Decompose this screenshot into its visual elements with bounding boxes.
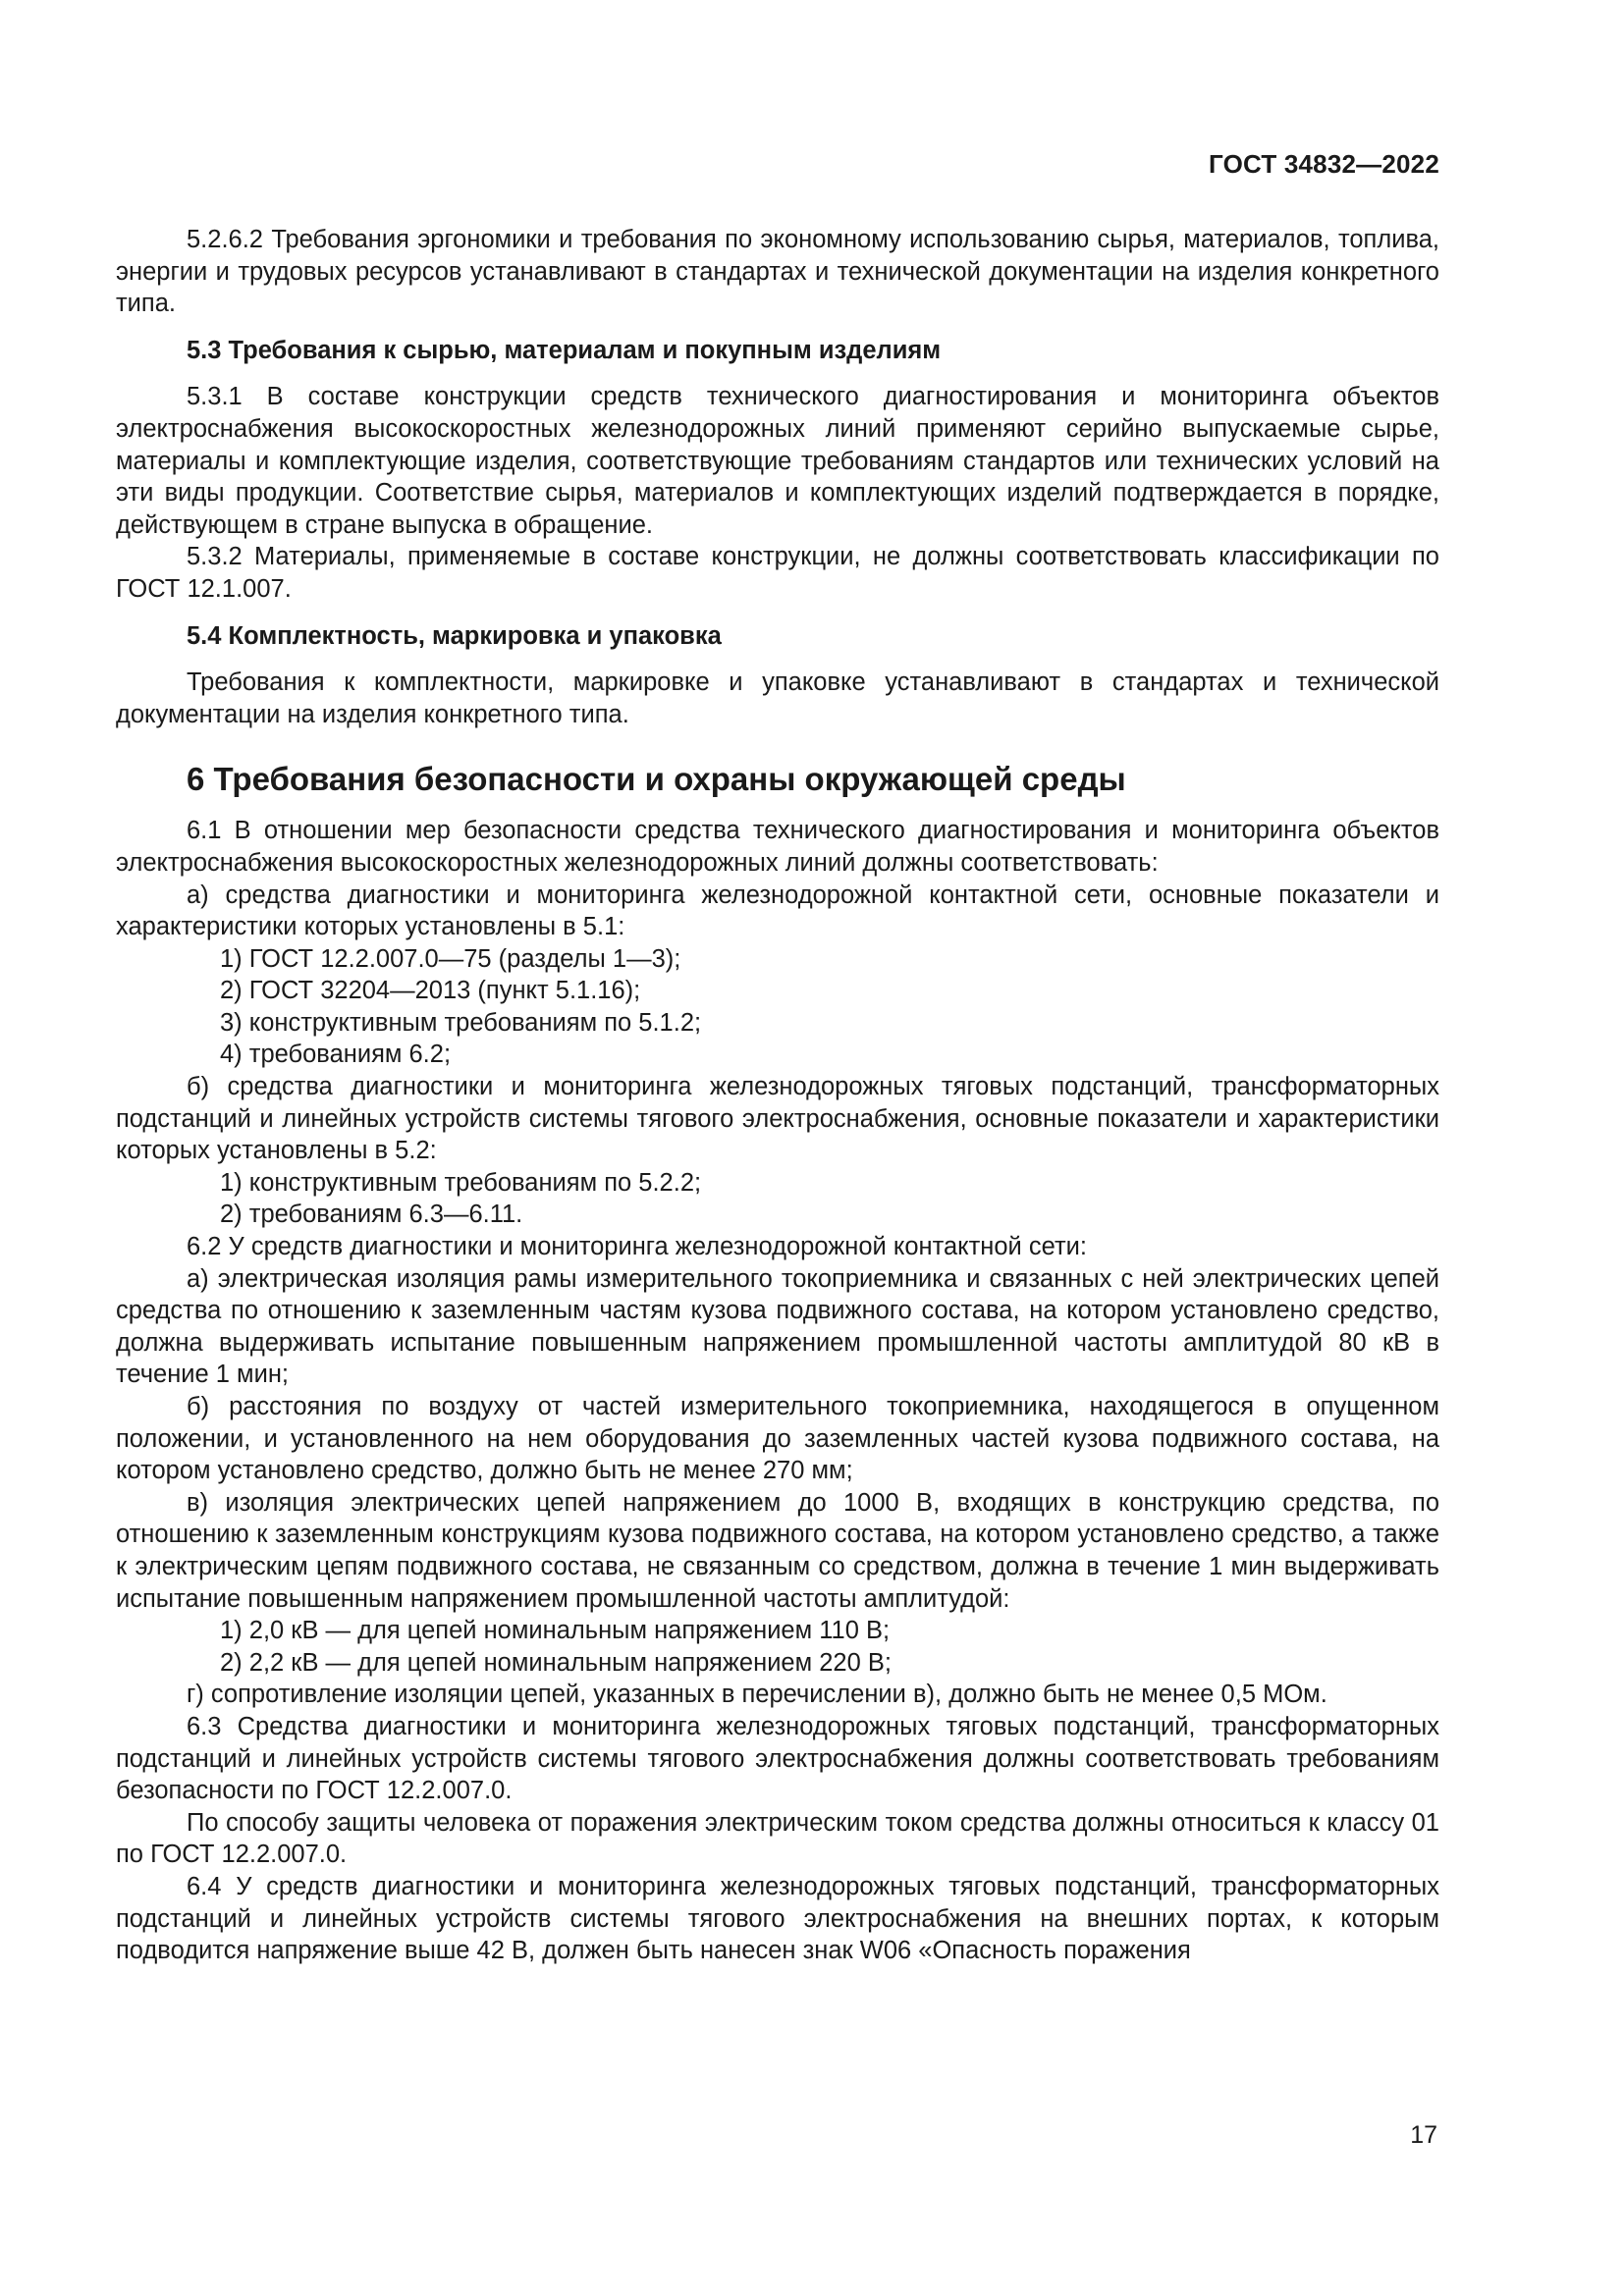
- heading-5-4: 5.4 Комплектность, маркировка и упаковка: [187, 621, 722, 650]
- list-item-6-1-a-4: 4) требованиям 6.2;: [220, 1041, 452, 1069]
- paragraph-6-2: 6.2 У средств диагностики и мониторинга железнодорожной контактной сети:: [187, 1233, 1087, 1261]
- list-item-6-2-v-2: 2) 2,2 кВ — для цепей номинальным напряжением 220 В;: [220, 1648, 892, 1677]
- document-body: [116, 224, 1439, 1967]
- list-item-6-2-v: в) изоляция электрических цепей напряжением до 1000 В, входящих в конструкцию средства, по отношению к заземленным конструкциям кузова подвижного состава, на котором установлено средство, а также к электрическим цепям подвижного состава, не связанным со средством, должна в течение 1 мин выдерживать испытание повышенным напряжением промышленной частоты амплитудой:: [116, 1488, 1439, 1613]
- paragraph-5-3-2: 5.3.2 Материалы, применяемые в составе конструкции, не должны соответствовать классификации по ГОСТ 12.1.007.: [116, 543, 1439, 603]
- paragraph-6-3: 6.3 Средства диагностики и мониторинга железнодорожных тяговых подстанций, трансформаторных подстанций и линейных устройств системы тягового электроснабжения должны соответствовать требованиям безопасности по ГОСТ 12.2.007.0.: [116, 1712, 1439, 1805]
- heading-5-3: 5.3 Требования к сырью, материалам и покупным изделиям: [187, 336, 942, 364]
- list-item-6-2-a: а) электрическая изоляция рамы измерительного токоприемника и связанных с ней электрических цепей средства по отношению к заземленным частям кузова подвижного состава, на котором установлено средство, должна выдерживать испытание повышенным напряжением промышленной частоты амплитудой 80 кВ в течение 1 мин;: [116, 1264, 1439, 1389]
- list-item-6-2-g: г) сопротивление изоляции цепей, указанных в перечислении в), должно быть не менее 0,5 МОм.: [187, 1681, 1327, 1709]
- list-item-6-2-v-1: 1) 2,0 кВ — для цепей номинальным напряжением 110 В;: [220, 1617, 891, 1645]
- list-item-6-1-b-2: 2) требованиям 6.3—6.11.: [220, 1201, 523, 1229]
- list-item-6-1-b: б) средства диагностики и мониторинга железнодорожных тяговых подстанций, трансформаторных подстанций и линейных устройств системы тягового электроснабжения, основные показатели и характеристики которых установлены в 5.2:: [116, 1073, 1439, 1165]
- page-number: 17: [1410, 2121, 1437, 2149]
- list-item-6-1-a-3: 3) конструктивным требованиям по 5.1.2;: [220, 1008, 702, 1037]
- document-header: ГОСТ 34832—2022: [1209, 149, 1439, 179]
- list-item-6-1-a-1: 1) ГОСТ 12.2.007.0—75 (разделы 1—3);: [220, 944, 681, 973]
- paragraph-5-3-1: 5.3.1 В составе конструкции средств технического диагностирования и мониторинга объектов электроснабжения высокоскоростных железнодорожных линий применяют серийно выпускаемые сырье, материалы и комплектующие изделия, соответствующие требованиям стандартов или технических условий на эти виды продукции. Соответствие сырья, материалов и комплектующих изделий подтверждается в порядке, действующем в стране выпуска в обращение.: [116, 383, 1439, 539]
- paragraph-5-4: Требования к комплектности, маркировке и упаковке устанавливают в стандартах и технической документации на изделия конкретного типа.: [116, 668, 1439, 728]
- list-item-6-1-b-1: 1) конструктивным требованиям по 5.2.2;: [220, 1168, 702, 1197]
- list-item-6-2-b: б) расстояния по воздуху от частей измерительного токоприемника, находящегося в опущенном положении, и установленного на нем оборудования до заземленных частей кузова подвижного состава, на котором установлено средство, должно быть не менее 270 мм;: [116, 1393, 1439, 1485]
- paragraph-6-4: 6.4 У средств диагностики и мониторинга железнодорожных тяговых подстанций, трансформаторных подстанций и линейных устройств системы тягового электроснабжения на внешних портах, к которым подводится напряжение выше 42 В, должен быть нанесен знак W06 «Опасность поражения: [116, 1872, 1439, 1965]
- section-heading-6: 6 Требования безопасности и охраны окружающей среды: [187, 761, 1126, 798]
- paragraph-5-2-6-2: 5.2.6.2 Требования эргономики и требования по экономному использованию сырья, материалов, топлива, энергии и трудовых ресурсов устанавливают в стандартах и технической документации на изделия конкретного типа.: [116, 226, 1439, 318]
- list-item-6-1-a-2: 2) ГОСТ 32204—2013 (пункт 5.1.16);: [220, 977, 641, 1005]
- paragraph-6-1: 6.1 В отношении мер безопасности средства технического диагностирования и мониторинга объектов электроснабжения высокоскоростных железнодорожных линий должны соответствовать:: [116, 817, 1439, 877]
- list-item-6-1-a: а) средства диагностики и мониторинга железнодорожной контактной сети, основные показатели и характеристики которых установлены в 5.1:: [116, 881, 1439, 941]
- paragraph-6-3-protection-class: По способу защиты человека от поражения электрическим током средства должны относиться к классу 01 по ГОСТ 12.2.007.0.: [116, 1808, 1439, 1869]
